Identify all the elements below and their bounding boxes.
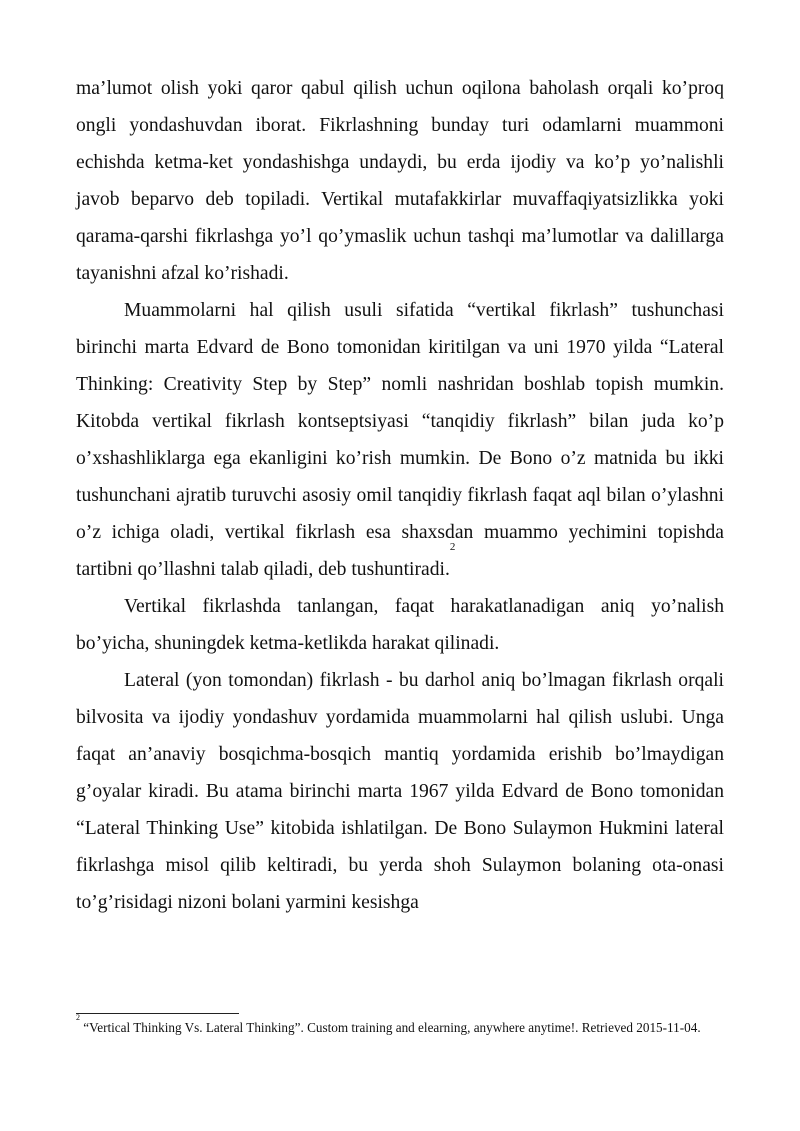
footnote [76,1013,724,1036]
footnote-separator [76,1013,239,1014]
paragraph-vertical-thinking-direction [76,588,724,662]
footnote-text: “Vertical Thinking Vs. Lateral Thinking”. Custom training and elearning, anywhere anytime!. Retrieved 2015-11-04. [83,1020,701,1035]
paragraph-continuation [76,70,724,292]
paragraph-text: ma’lumot olish yoki qaror qabul qilish uchun oqilona baholash orqali ko’proq ongli yondashuvdan iborat. Fikrlashning bunday turi odamlarni muammoni echishda ketma-ket yondashishga undaydi, bu erda ijodiy va ko’p yo’nalishli javob beparvo deb topiladi. Vertikal mutafakkirlar muvaffaqiyatsizlikka yoki qarama-qarshi fikrlashga yo’l qo’ymaslik uchun tashqi ma’lumotlar va dalillarga tayanishni afzal ko’rishadi. [76,78,724,284]
footnote-number: 2 [76,1013,80,1022]
footnote-reference[interactable]: 2 [449,541,456,553]
paragraph-text: Muammolarni hal qilish usuli sifatida “vertikal fikrlash” tushunchasi birinchi marta Edvard de Bono tomonidan kiritilgan va uni 1970 yilda “Lateral Thinking: Creativity Step by Step” nomli nashridan boshlab topish mumkin. Kitobda vertikal fikrlash kontseptsiyasi “tanqidiy fikrlash” bilan juda ko’p o’xshashliklarga ega ekanligini ko’rish mumkin. De Bono o’z matnida bu ikki tushunchani ajratib turuvchi asosiy omil tanqidiy fikrlash faqat aql bilan o’ylashni o’z ichiga oladi, vertikal fikrlash esa shaxsdan muammo yechimini topishda tartibni qo’llashni talab qiladi, deb tushuntiradi. [76,300,724,580]
paragraph-text: Vertikal fikrlashda tanlangan, faqat harakatlanadigan aniq yo’nalish bo’yicha, shuningdek ketma-ketlikda harakat qilinadi. [76,596,724,654]
document-body [76,70,724,921]
paragraph-text: Lateral (yon tomondan) fikrlash - bu darhol aniq bo’lmagan fikrlash orqali bilvosita va ijodiy yondashuv yordamida muammolarni hal qilish uslubi. Unga faqat an’anaviy bosqichma-bosqich mantiq yordamida erishib bo’lmaydigan g’oyalar kiradi. Bu atama birinchi marta 1967 yilda Edvard de Bono tomonidan “Lateral Thinking Use” kitobida ishlatilgan. De Bono Sulaymon Hukmini lateral fikrlashga misol qilib keltiradi, bu yerda shoh Sulaymon bolaning ota-onasi to’g’risidagi nizoni bolani yarmini kesishga [76,670,724,913]
paragraph-vertical-thinking-origin [76,292,724,588]
paragraph-lateral-thinking [76,662,724,921]
